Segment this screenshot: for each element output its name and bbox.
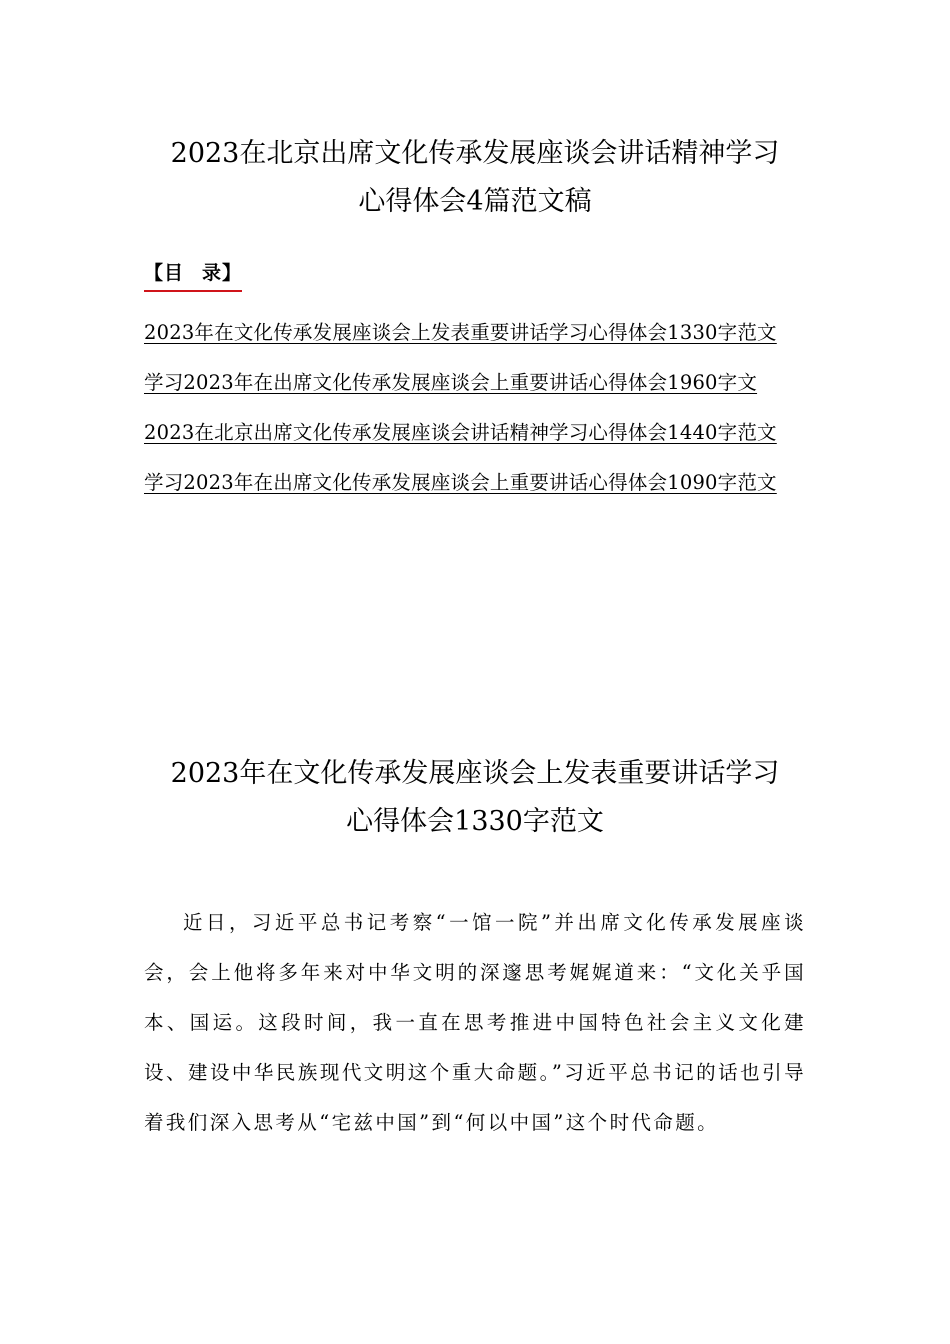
toc-item xyxy=(144,358,812,408)
document-title-line-1: 2023在北京出席文化传承发展座谈会讲话精神学习 xyxy=(170,138,780,169)
toc-heading xyxy=(144,258,242,292)
table-of-contents xyxy=(144,308,812,508)
toc-heading-left: 【目 xyxy=(144,262,185,284)
toc-link-4[interactable]: 学习2023年在出席文化传承发展座谈会上重要讲话心得体会1090字范文 xyxy=(144,471,777,494)
toc-item xyxy=(144,408,812,458)
toc-link-3[interactable]: 2023在北京出席文化传承发展座谈会讲话精神学习心得体会1440字范文 xyxy=(144,421,777,444)
section-title-line-1: 2023年在文化传承发展座谈会上发表重要讲话学习 xyxy=(170,758,780,789)
toc-item xyxy=(144,308,812,358)
document-title-line-2: 心得体会4篇范文稿 xyxy=(358,186,592,217)
toc-heading-right: 录】 xyxy=(202,262,243,284)
document-title xyxy=(100,130,850,226)
toc-link-2[interactable]: 学习2023年在出席文化传承发展座谈会上重要讲话心得体会1960字文 xyxy=(144,371,758,394)
toc-link-1[interactable]: 2023年在文化传承发展座谈会上发表重要讲话学习心得体会1330字范文 xyxy=(144,321,777,344)
toc-item xyxy=(144,458,812,508)
section-title-line-2: 心得体会1330字范文 xyxy=(346,806,604,837)
section-title xyxy=(100,750,850,846)
body-paragraph: 近日，习近平总书记考察“一馆一院”并出席文化传承发展座谈会，会上他将多年来对中华文明的深邃思考娓娓道来：“文化关乎国本、国运。这段时间，我一直在思考推进中国特色社会主义文化建设、建设中华民族现代文明这个重大命题。”习近平总书记的话也引导着我们深入思考从“宅兹中国”到“何以中国”这个时代命题。 xyxy=(144,911,806,1134)
